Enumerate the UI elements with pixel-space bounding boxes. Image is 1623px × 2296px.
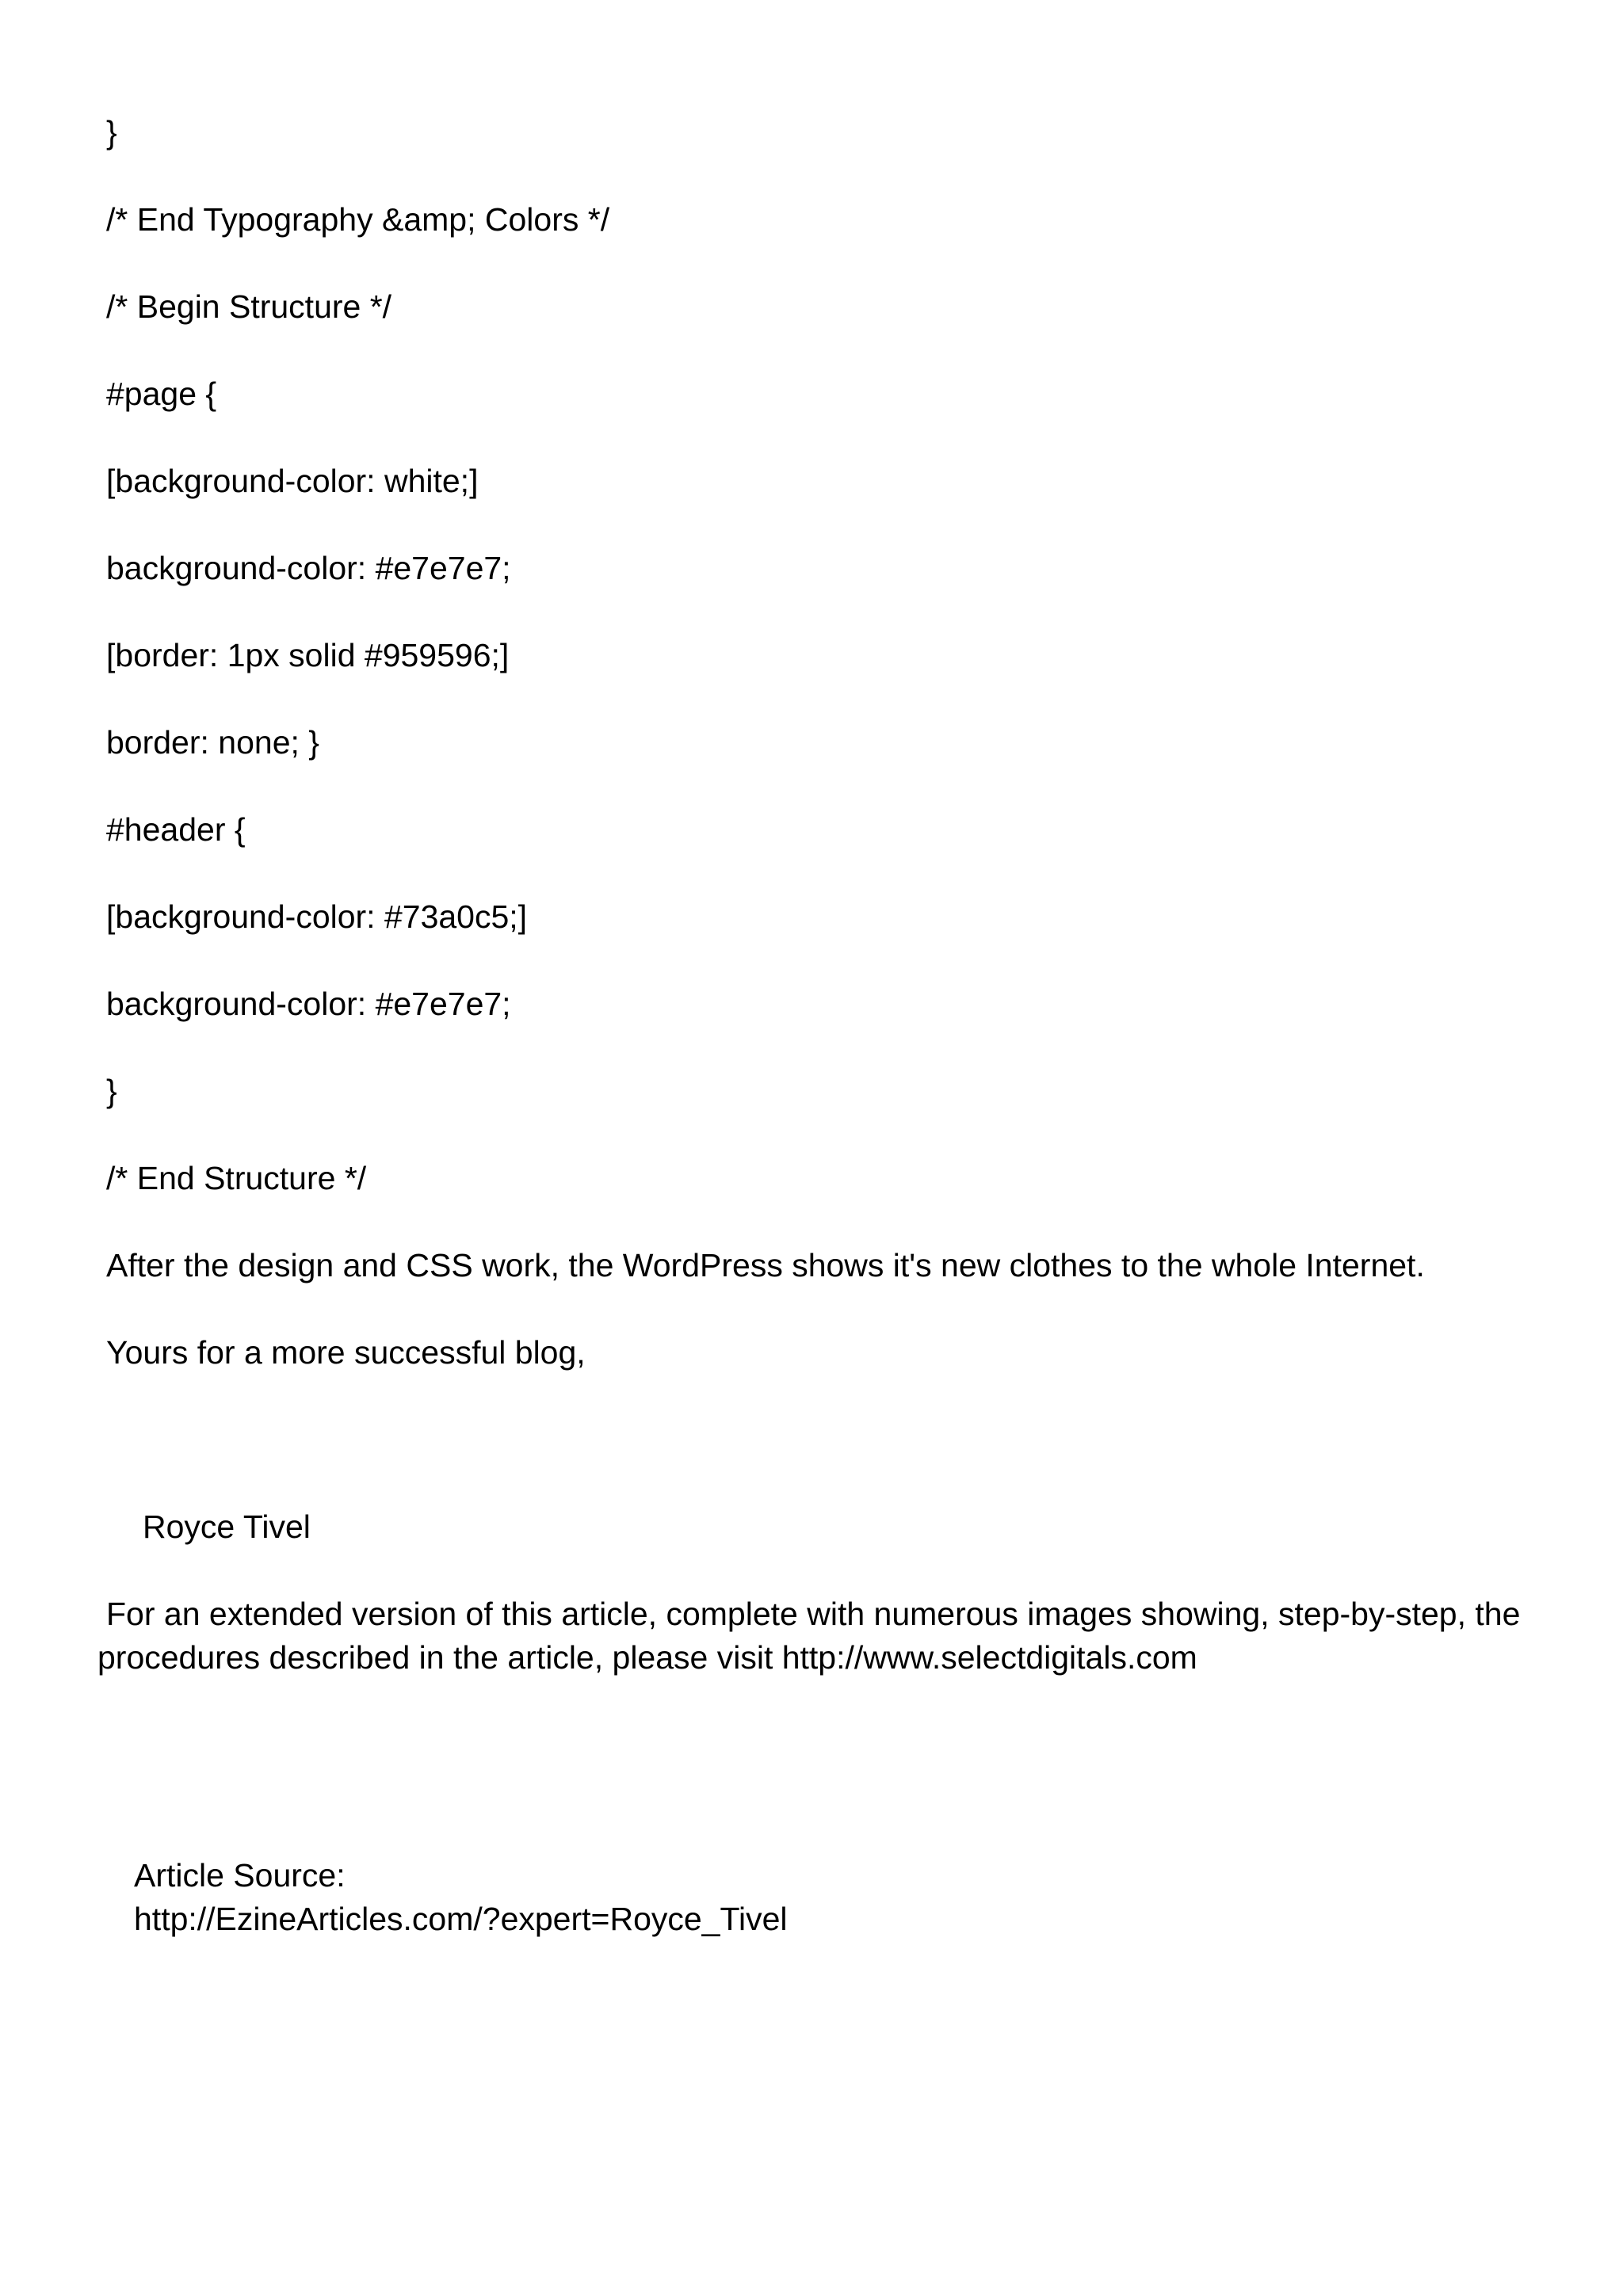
- extended-version-note: For an extended version of this article, complete with numerous images showing, step-by-step, the: [106, 1596, 1521, 1632]
- extended-version-note-continued: procedures described in the article, please visit http://www.selectdigitals.com: [97, 1639, 1197, 1676]
- sign-off: Yours for a more successful blog,: [106, 1334, 586, 1371]
- code-line: [background-color: #73a0c5;]: [106, 898, 528, 935]
- code-line: #page {: [106, 376, 217, 412]
- code-line: [border: 1px solid #959596;]: [106, 637, 510, 673]
- code-line: background-color: #e7e7e7;: [106, 550, 511, 586]
- article-source-label: Article Source:: [134, 1857, 346, 1894]
- code-line: /* End Typography &amp; Colors */: [106, 201, 610, 238]
- code-line: [background-color: white;]: [106, 463, 479, 499]
- article-source-url: http://EzineArticles.com/?expert=Royce_Tivel: [134, 1901, 788, 1937]
- code-line: border: none; }: [106, 724, 319, 761]
- code-line: }: [106, 1073, 117, 1109]
- code-line: #header {: [106, 811, 246, 848]
- closing-paragraph: After the design and CSS work, the WordPress shows it's new clothes to the whole Internet.: [106, 1247, 1425, 1283]
- code-line: /* End Structure */: [106, 1160, 367, 1196]
- code-line: background-color: #e7e7e7;: [106, 986, 511, 1022]
- code-line: /* Begin Structure */: [106, 288, 392, 325]
- author-name: Royce Tivel: [143, 1508, 311, 1545]
- code-line: }: [106, 114, 117, 151]
